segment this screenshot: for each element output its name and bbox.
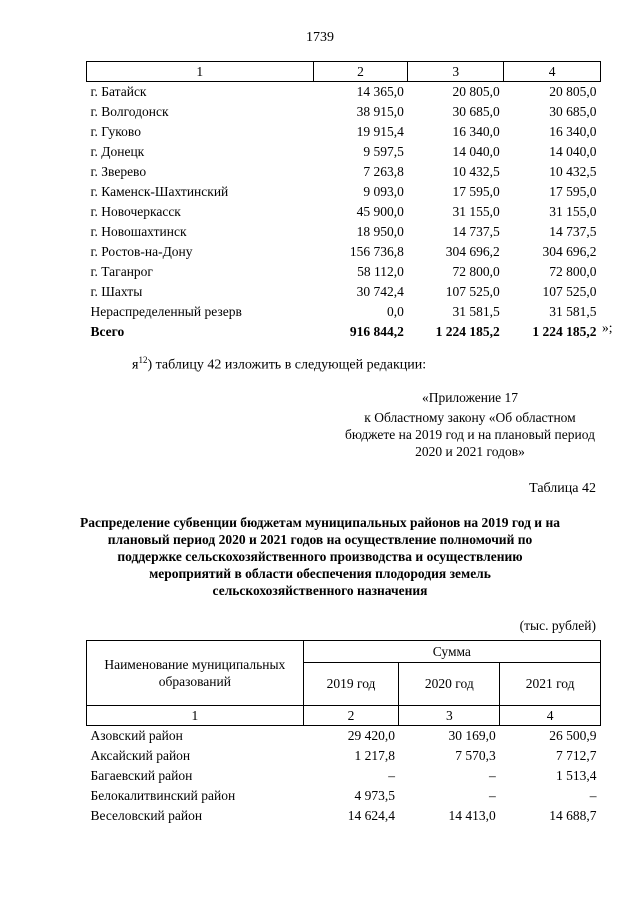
appendix-reference: к Областному закону «Об областном бюджете на 2019 год и на плановый период 2020 и 2021 годов» bbox=[345, 410, 595, 459]
value-cell: 14 413,0 bbox=[448, 808, 496, 823]
value-cell: 1 224 185,2 bbox=[532, 324, 597, 339]
column-number: 1 bbox=[87, 706, 304, 726]
value-cell: 7 570,3 bbox=[455, 748, 496, 763]
column-number: 4 bbox=[504, 62, 601, 82]
value-cell: 14 365,0 bbox=[356, 84, 404, 99]
value-cell: 45 900,0 bbox=[356, 204, 404, 219]
value-cell: 17 595,0 bbox=[452, 184, 500, 199]
row-name-cell: г. Волгодонск bbox=[90, 104, 169, 119]
table-row bbox=[87, 202, 601, 222]
value-cell: 1 224 185,2 bbox=[435, 324, 500, 339]
row-name-cell: г. Ростов-на-Дону bbox=[90, 244, 193, 259]
column-number: 2 bbox=[303, 706, 399, 726]
row-name-cell: Багаевский район bbox=[90, 768, 193, 783]
value-cell: 16 340,0 bbox=[452, 124, 500, 139]
row-name-cell: Белокалитвинский район bbox=[90, 788, 236, 803]
value-cell: – bbox=[589, 788, 597, 803]
table-row bbox=[87, 122, 601, 142]
value-cell: 14 040,0 bbox=[452, 144, 500, 159]
value-cell: 58 112,0 bbox=[357, 264, 404, 279]
table-row bbox=[87, 302, 601, 322]
row-name-cell: г. Шахты bbox=[90, 284, 143, 299]
value-cell: 30 169,0 bbox=[448, 728, 496, 743]
table-header-row bbox=[87, 641, 601, 663]
units-label: (тыс. рублей) bbox=[519, 618, 596, 633]
value-cell: 156 736,8 bbox=[349, 244, 404, 259]
column-number: 3 bbox=[399, 706, 500, 726]
table-row bbox=[87, 222, 601, 242]
value-cell: 107 525,0 bbox=[445, 284, 500, 299]
instruction-text: $я^{12}$) таблицу 42 изложить в следующей редакции: bbox=[132, 355, 427, 373]
table-header-row bbox=[87, 62, 601, 82]
value-cell: 18 950,0 bbox=[356, 224, 404, 239]
value-cell: 304 696,2 bbox=[445, 244, 500, 259]
table-row bbox=[87, 282, 601, 302]
table-row bbox=[87, 786, 601, 806]
value-cell: 29 420,0 bbox=[347, 728, 395, 743]
row-name-cell: г. Новошахтинск bbox=[90, 224, 187, 239]
total-row bbox=[87, 322, 601, 342]
table-row bbox=[87, 142, 601, 162]
row-name-cell: Азовский район bbox=[90, 728, 183, 743]
row-name-cell: г. Гуково bbox=[90, 124, 141, 139]
value-cell: 20 805,0 bbox=[549, 84, 597, 99]
value-cell: 916 844,2 bbox=[349, 324, 404, 339]
row-name-cell: г. Батайск bbox=[90, 84, 147, 99]
table-row bbox=[87, 162, 601, 182]
value-cell: 10 432,5 bbox=[549, 164, 597, 179]
value-cell: 10 432,5 bbox=[452, 164, 500, 179]
row-name-cell: г. Новочеркасск bbox=[90, 204, 181, 219]
row-name-cell: Аксайский район bbox=[90, 748, 191, 763]
value-cell: – bbox=[488, 788, 496, 803]
table-row bbox=[87, 806, 601, 826]
row-name-cell: Всего bbox=[90, 324, 125, 339]
value-cell: 14 624,4 bbox=[347, 808, 395, 823]
value-cell: 26 500,9 bbox=[549, 728, 597, 743]
year-column-header: 2020 год bbox=[399, 663, 500, 706]
year-column-header: 2019 год bbox=[303, 663, 399, 706]
value-cell: – bbox=[488, 768, 496, 783]
value-cell: 20 805,0 bbox=[452, 84, 500, 99]
value-cell: 38 915,0 bbox=[356, 104, 404, 119]
table-row bbox=[87, 182, 601, 202]
value-cell: 7 712,7 bbox=[556, 748, 597, 763]
table-row bbox=[87, 102, 601, 122]
page-number: 1739 bbox=[306, 30, 334, 45]
table-number: Таблица 42 bbox=[529, 481, 596, 496]
table-row bbox=[87, 82, 601, 103]
value-cell: 14 737,5 bbox=[549, 224, 597, 239]
value-cell: 304 696,2 bbox=[542, 244, 597, 259]
value-cell: 30 685,0 bbox=[549, 104, 597, 119]
column-number: 1 bbox=[87, 62, 314, 82]
value-cell: 31 581,5 bbox=[549, 304, 597, 319]
row-name-cell: г. Каменск-Шахтинский bbox=[90, 184, 229, 199]
row-name-cell: Нераспределенный резерв bbox=[90, 304, 242, 319]
value-cell: 16 340,0 bbox=[549, 124, 597, 139]
value-cell: 72 800,0 bbox=[549, 264, 597, 279]
table-row bbox=[87, 726, 601, 747]
value-cell: 14 737,5 bbox=[452, 224, 500, 239]
value-cell: 31 155,0 bbox=[549, 204, 597, 219]
row-name-cell: г. Зверево bbox=[90, 164, 147, 179]
column-number: 4 bbox=[500, 706, 601, 726]
value-cell: 9 597,5 bbox=[363, 144, 404, 159]
table-row bbox=[87, 242, 601, 262]
value-cell: 31 581,5 bbox=[452, 304, 500, 319]
row-name-cell: г. Донецк bbox=[90, 144, 145, 159]
column-number: 3 bbox=[408, 62, 504, 82]
value-cell: 30 742,4 bbox=[356, 284, 404, 299]
sum-column-header: Сумма bbox=[303, 641, 600, 663]
value-cell: 1 217,8 bbox=[354, 748, 395, 763]
municipal-table bbox=[86, 61, 601, 342]
value-cell: 30 685,0 bbox=[452, 104, 500, 119]
value-cell: 0,0 bbox=[387, 304, 404, 319]
row-name-cell: Веселовский район bbox=[90, 808, 203, 823]
table-row bbox=[87, 766, 601, 786]
value-cell: 4 973,5 bbox=[354, 788, 395, 803]
value-cell: 14 040,0 bbox=[549, 144, 597, 159]
value-cell: 19 915,4 bbox=[356, 124, 404, 139]
value-cell: 9 093,0 bbox=[363, 184, 404, 199]
value-cell: 7 263,8 bbox=[363, 164, 404, 179]
table-row bbox=[87, 746, 601, 766]
value-cell: – bbox=[388, 768, 395, 783]
value-cell: 1 513,4 bbox=[556, 768, 597, 783]
value-cell: 17 595,0 bbox=[549, 184, 597, 199]
closing-quote: »; bbox=[602, 320, 613, 335]
row-name-cell: г. Таганрог bbox=[90, 264, 153, 279]
appendix-label: «Приложение 17 bbox=[421, 390, 519, 405]
table-row bbox=[87, 262, 601, 282]
value-cell: 14 688,7 bbox=[549, 808, 597, 823]
column-number: 2 bbox=[313, 62, 408, 82]
value-cell: 72 800,0 bbox=[452, 264, 500, 279]
value-cell: 31 155,0 bbox=[452, 204, 500, 219]
table-title: Распределение субвенции бюджетам муниципальных районов на 2019 год и на плановый период 2020 и 2021 годов на осуществление полномочий по поддержке сельскохозяйственного производства и осуществлению мероприятий в области обеспечения плодородия земель сельскохозяйственного назначения bbox=[80, 515, 560, 598]
name-column-header: Наименование муниципальных образований bbox=[87, 641, 304, 706]
subvention-table bbox=[86, 640, 601, 826]
table-number-row bbox=[87, 706, 601, 726]
value-cell: 107 525,0 bbox=[542, 284, 597, 299]
year-column-header: 2021 год bbox=[500, 663, 601, 706]
